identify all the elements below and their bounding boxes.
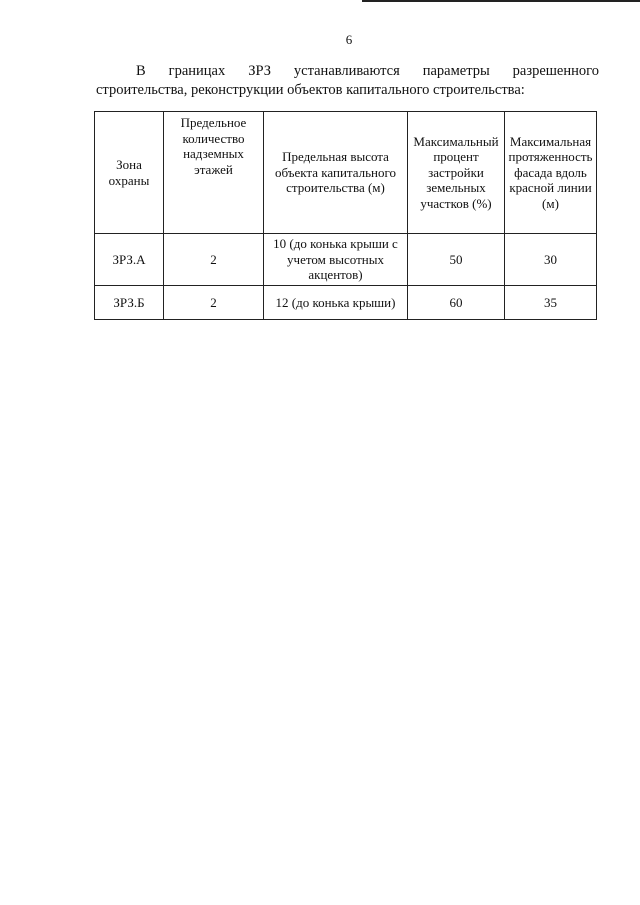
intro-word: устанавливаются [293,63,400,79]
cell-facade: 30 [505,234,597,286]
cell-height: 10 (до конька крыши с учетом высотных акцентов) [264,234,408,286]
cell-zone: ЗРЗ.Б [95,286,164,320]
top-rule [362,0,640,2]
cell-floors: 2 [164,234,264,286]
intro-line-2: строительства, реконструкции объектов капитального строительства: [96,82,525,98]
intro-word: разрешенного [512,63,599,79]
parameters-table [94,111,597,320]
table-row [95,234,597,286]
intro-word: параметры [422,63,490,79]
cell-zone: ЗРЗ.А [95,234,164,286]
table-row [95,286,597,320]
header-coverage: Максимальный процент застройки земельных участков (%) [408,112,505,234]
intro-word: границах [168,63,226,79]
cell-coverage: 60 [408,286,505,320]
header-height: Предельная высота объекта капитального строительства (м) [264,112,408,234]
intro-word: В [136,63,146,79]
header-facade: Максимальная протяженность фасада вдоль красной линии (м) [505,112,597,234]
cell-floors: 2 [164,286,264,320]
intro-paragraph [96,62,599,100]
header-zone: Зона охраны [95,112,164,234]
table-header-row [95,112,597,234]
page-number: 6 [345,32,353,47]
cell-height: 12 (до конька крыши) [264,286,408,320]
intro-line-1 [96,62,599,81]
intro-word: ЗРЗ [248,63,271,79]
cell-facade: 35 [505,286,597,320]
header-floors: Предельное количество надземных этажей [164,112,264,234]
cell-coverage: 50 [408,234,505,286]
